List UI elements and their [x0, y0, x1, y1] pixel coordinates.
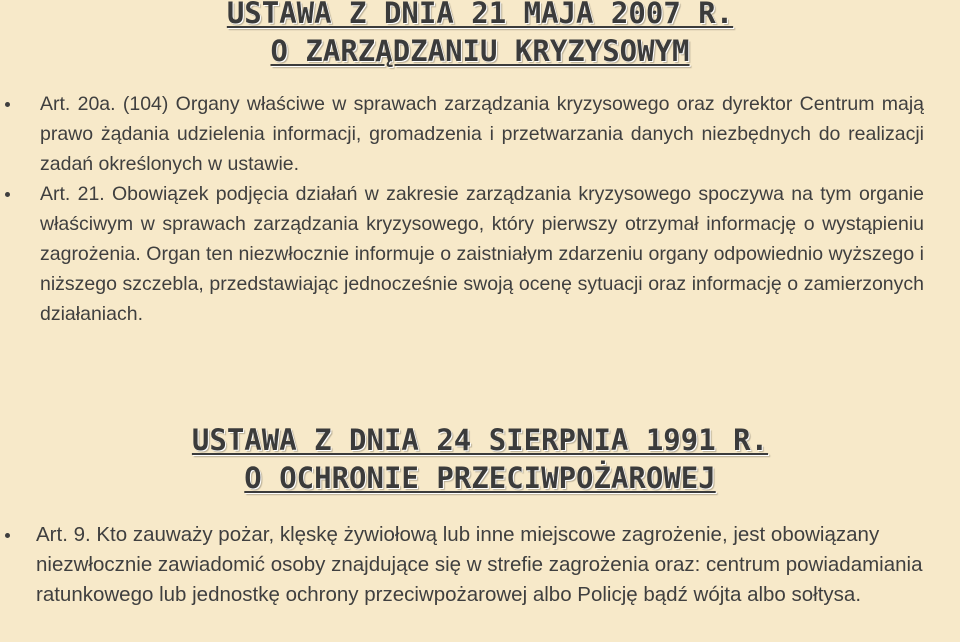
article-21-text: Art. 21. Obowiązek podjęcia działań w zakresie zarządzania kryzysowego spoczywa na tym organie właściwym w sprawach zarządzania kryzysowego, który pierwszy otrzymał informację o wystąpieniu zagrożenia. Organ ten niezwłocznie informuje o zaistniałym zdarzeniu organy odpowiednio wyższego i niższego szczebla, przedstawiając jednocześnie swoją ocenę sytuacji oraz informację o zamierzonych działaniach.: [40, 183, 924, 325]
act-2-subtitle: O OCHRONIE PRZECIWPOŻAROWEJ: [244, 461, 716, 495]
act-2-title: USTAWA Z DNIA 24 SIERPNIA 1991 R.: [191, 423, 769, 457]
act-1-subtitle: O ZARZĄDZANIU KRYZYSOWYM: [270, 34, 690, 68]
bullet-icon: [5, 102, 10, 107]
act-1-title: USTAWA Z DNIA 21 MAJA 2007 R.: [226, 0, 734, 30]
article-21: [0, 179, 960, 329]
act-2-heading: [0, 421, 960, 497]
article-9: [0, 520, 960, 610]
article-20a-text: Art. 20a. (104) Organy właściwe w sprawach zarządzania kryzysowego oraz dyrektor Centrum mają prawo żądania udzielenia informacji, gromadzenia i przetwarzania danych niezbędnych do realizacji zadań określonych w ustawie.: [40, 93, 924, 175]
article-20a: [0, 89, 960, 179]
act-1-articles: [0, 89, 960, 329]
act-2-articles: [0, 520, 960, 610]
bullet-icon: [5, 533, 10, 538]
act-1-heading: [0, 0, 960, 70]
article-9-text: Art. 9. Kto zauważy pożar, klęskę żywiołową lub inne miejscowe zagrożenie, jest obowiązany niezwłocznie zawiadomić osoby znajdujące się w strefie zagrożenia oraz: centrum powiadamiania ratunkowego lub jednostkę ochrony przeciwpożarowej albo Policję bądź wójta albo sołtysa.: [36, 523, 923, 606]
bullet-icon: [5, 192, 10, 197]
